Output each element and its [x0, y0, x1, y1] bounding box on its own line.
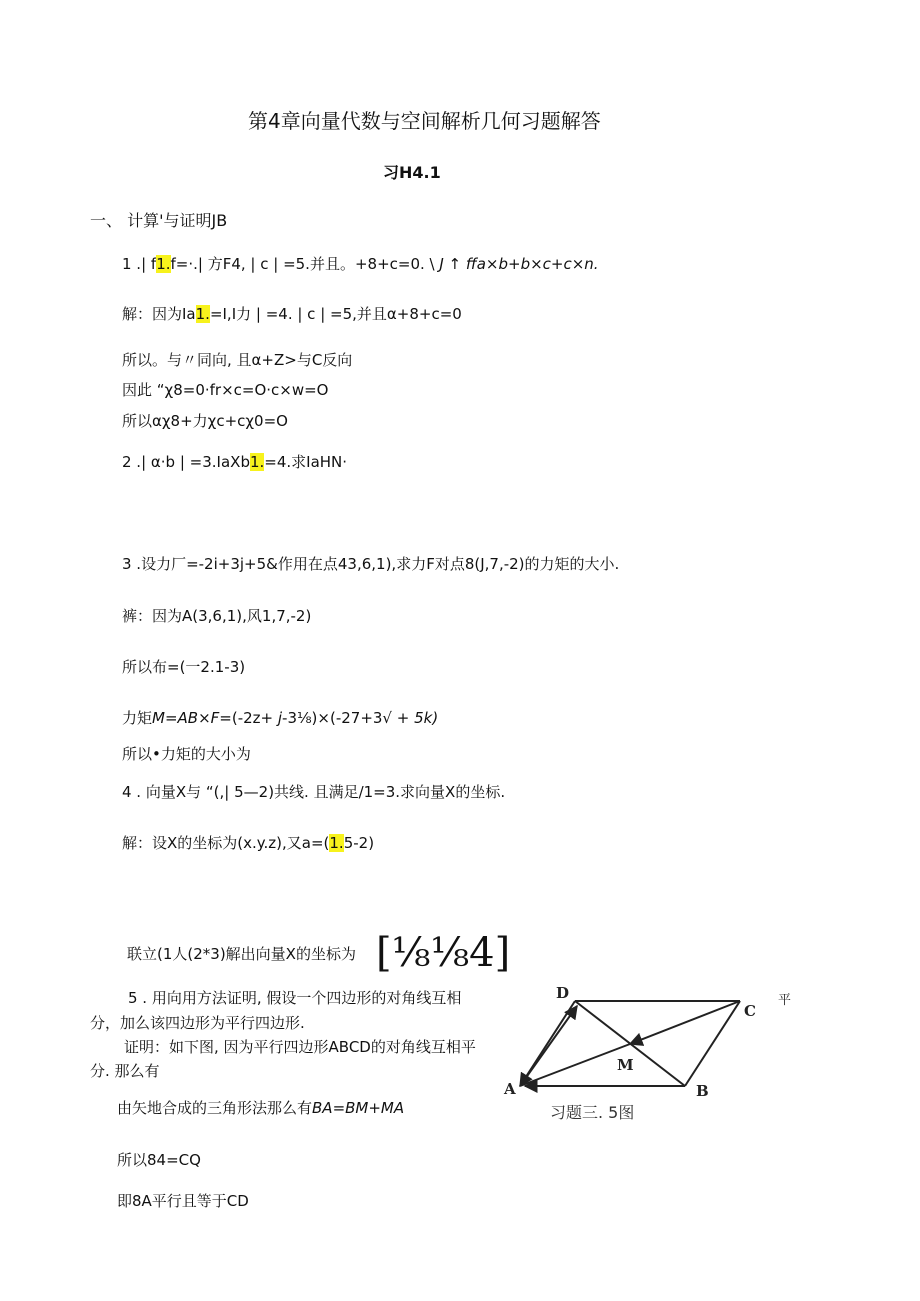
label-c: C — [744, 1002, 756, 1020]
label-a: A — [504, 1080, 516, 1098]
problem-5-line: 分，加么该四边形为平行四边形. — [90, 1014, 305, 1032]
proof-5-line: 即8A平行且等于CD — [117, 1192, 249, 1210]
solution-4: 解：设X的坐标为(x.y.z),又a=(1.5-2) — [122, 834, 375, 852]
solution-4-result: [⅛⅛4] — [376, 930, 511, 976]
problem-1: 1 .| f1.f=·.| 方F4, | c | =5.并且。+8+c=0. \ J ↑ ffa×b+b×c+c×n. — [122, 255, 599, 273]
highlight: 1. — [195, 305, 210, 323]
label-side: 平 — [778, 993, 792, 1008]
problem-2: 2 .| α·b | =3.IaXb1.=4.求IaHN· — [122, 453, 348, 471]
highlight: 1. — [249, 453, 265, 471]
solution-1: 解：因为Ia1.=I,I力 | =4. | c | =5,并且α+8+c=0 — [122, 305, 462, 323]
parallelogram-figure — [500, 986, 800, 1126]
solution-4-line: 联立(1人(2*3)解出向量X的坐标为 — [127, 945, 356, 963]
problem-5: 5 . 用向用方法证明, 假设一个四边形的对角线互相 — [128, 989, 462, 1007]
exercise-heading: 习H4.1 — [383, 163, 441, 182]
solution-1-line: 所以αχ8+力χc+cχ0=O — [122, 412, 288, 430]
highlight: 1. — [329, 834, 344, 852]
proof-5-line: 所以84=CQ — [117, 1151, 201, 1169]
solution-3-line: 所以布=(一2.1-3) — [122, 658, 246, 676]
label-m: M — [617, 1056, 634, 1074]
solution-3: 裤：因为A(3,6,1),风1,7,-2) — [122, 607, 312, 625]
problem-3: 3 .设力厂=-2i+3j+5&作用在点43,6,1),求力F对点8(J,7,-2)的力矩的大小. — [122, 555, 620, 573]
solution-3-line: 所以•力矩的大小为 — [122, 745, 251, 763]
section-heading: 一、 计算'与证明JB — [90, 211, 228, 230]
problem-4: 4 . 向量X与 “(,| 5—2)共线. 且满足/1=3.求向量X的坐标. — [122, 783, 506, 801]
page-title: 第4章向量代数与空间解析几何习题解答 — [248, 109, 601, 133]
highlight: 1. — [156, 255, 171, 273]
proof-5: 证明：如下图, 因为平行四边形ABCD的对角线互相平 — [124, 1038, 476, 1056]
proof-5-line: 分. 那么有 — [90, 1062, 160, 1080]
figure-caption: 习题三. 5图 — [550, 1103, 635, 1122]
proof-5-line: 由矢地合成的三角形法那么有BA=BM+MA — [117, 1099, 405, 1117]
solution-3-line: 力矩M=AB×F=(-2z+ j-3⅛)×(-27+3√ + 5k) — [122, 709, 439, 727]
solution-1-line: 因此 “χ8=0·fr×c=O·c×w=O — [122, 381, 329, 399]
label-d: D — [556, 986, 570, 1002]
label-b: B — [696, 1082, 709, 1100]
solution-1-line: 所以。与〃同向, 且α+Z>与C反向 — [122, 351, 353, 369]
